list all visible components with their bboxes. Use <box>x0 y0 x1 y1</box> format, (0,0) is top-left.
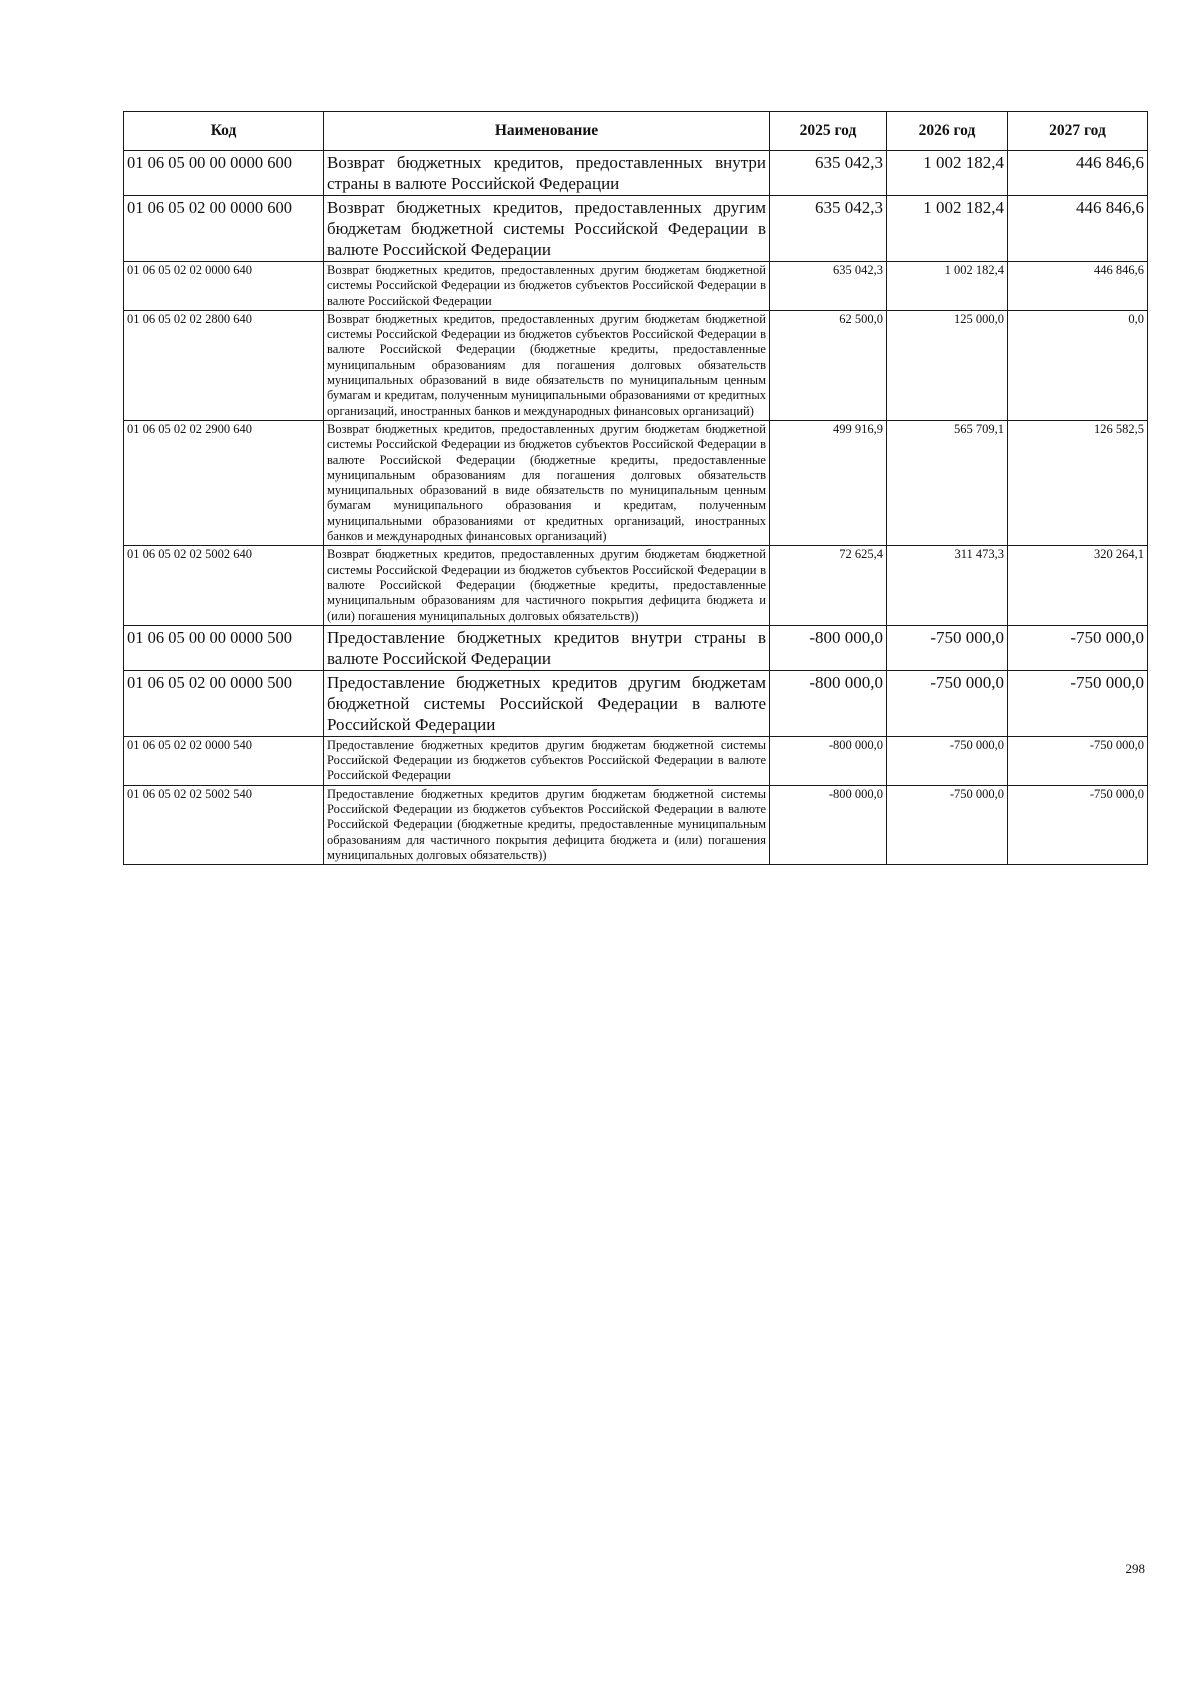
name-cell: Возврат бюджетных кредитов, предоставленных другим бюджетам бюджетной системы Российской Федерации в валюте Российской Федерации <box>324 196 770 262</box>
table-row <box>124 310 1148 420</box>
value-2027-cell: -750 000,0 <box>1008 625 1148 670</box>
value-2026-cell: 125 000,0 <box>887 310 1008 420</box>
value-2025-cell: 62 500,0 <box>770 310 887 420</box>
value-2025-cell: 499 916,9 <box>770 420 887 545</box>
name-cell: Возврат бюджетных кредитов, предоставленных другим бюджетам бюджетной системы Российской Федерации из бюджетов субъектов Российской Федерации в валюте Российской Федерации (бюджетные кредиты, предоставленные муниципальным образованиям для погашения долговых обязательств муниципальных образований в виде обязательств по муниципальным ценным бумагам муниципального образования и кредитам, полученным муниципальными образованиями от кредитных организаций, иностранных банков и международных финансовых организаций) <box>324 420 770 545</box>
code-cell: 01 06 05 02 02 0000 640 <box>124 262 324 311</box>
value-2025-cell: -800 000,0 <box>770 625 887 670</box>
value-2025-cell: 635 042,3 <box>770 262 887 311</box>
code-cell: 01 06 05 00 00 0000 600 <box>124 151 324 196</box>
header-2025: 2025 год <box>770 112 887 151</box>
value-2026-cell: 1 002 182,4 <box>887 196 1008 262</box>
value-2027-cell: -750 000,0 <box>1008 785 1148 864</box>
name-cell: Предоставление бюджетных кредитов другим бюджетам бюджетной системы Российской Федерации из бюджетов субъектов Российской Федерации в валюте Российской Федерации <box>324 736 770 785</box>
table-header-row <box>124 112 1148 151</box>
page-number: 298 <box>1125 1561 1145 1576</box>
value-2025-cell: 635 042,3 <box>770 151 887 196</box>
table-row <box>124 625 1148 670</box>
table-row <box>124 546 1148 625</box>
value-2026-cell: 311 473,3 <box>887 546 1008 625</box>
code-cell: 01 06 05 02 00 0000 500 <box>124 670 324 736</box>
header-code: Код <box>124 112 324 151</box>
value-2027-cell: 446 846,6 <box>1008 262 1148 311</box>
name-cell: Предоставление бюджетных кредитов внутри страны в валюте Российской Федерации <box>324 625 770 670</box>
name-cell: Возврат бюджетных кредитов, предоставленных другим бюджетам бюджетной системы Российской Федерации из бюджетов субъектов Российской Федерации в валюте Российской Федерации (бюджетные кредиты, предоставленные муниципальным образованиям для частичного покрытия дефицита бюджета и (или) погашения муниципальных долговых обязательств)) <box>324 546 770 625</box>
table-row <box>124 420 1148 545</box>
code-cell: 01 06 05 02 00 0000 600 <box>124 196 324 262</box>
code-cell: 01 06 05 00 00 0000 500 <box>124 625 324 670</box>
name-cell: Возврат бюджетных кредитов, предоставленных внутри страны в валюте Российской Федерации <box>324 151 770 196</box>
value-2027-cell: 446 846,6 <box>1008 151 1148 196</box>
table-row <box>124 262 1148 311</box>
value-2026-cell: 1 002 182,4 <box>887 151 1008 196</box>
table-body <box>124 151 1148 865</box>
header-name: Наименование <box>324 112 770 151</box>
name-cell: Предоставление бюджетных кредитов другим бюджетам бюджетной системы Российской Федерации в валюте Российской Федерации <box>324 670 770 736</box>
name-cell: Возврат бюджетных кредитов, предоставленных другим бюджетам бюджетной системы Российской Федерации из бюджетов субъектов Российской Федерации в валюте Российской Федерации (бюджетные кредиты, предоставленные муниципальным образованиям для погашения долговых обязательств муниципальных образований в виде обязательств по муниципальным ценным бумагам и кредитам, полученным муниципальными образованиями от кредитных организаций, иностранных банков и международных финансовых организаций) <box>324 310 770 420</box>
table-row <box>124 196 1148 262</box>
value-2027-cell: 126 582,5 <box>1008 420 1148 545</box>
value-2027-cell: 320 264,1 <box>1008 546 1148 625</box>
value-2025-cell: 72 625,4 <box>770 546 887 625</box>
code-cell: 01 06 05 02 02 2800 640 <box>124 310 324 420</box>
table-row <box>124 151 1148 196</box>
value-2025-cell: -800 000,0 <box>770 785 887 864</box>
code-cell: 01 06 05 02 02 5002 640 <box>124 546 324 625</box>
value-2027-cell: -750 000,0 <box>1008 670 1148 736</box>
value-2025-cell: 635 042,3 <box>770 196 887 262</box>
value-2027-cell: -750 000,0 <box>1008 736 1148 785</box>
name-cell: Возврат бюджетных кредитов, предоставленных другим бюджетам бюджетной системы Российской Федерации из бюджетов субъектов Российской Федерации в валюте Российской Федерации <box>324 262 770 311</box>
value-2027-cell: 0,0 <box>1008 310 1148 420</box>
code-cell: 01 06 05 02 02 2900 640 <box>124 420 324 545</box>
name-cell: Предоставление бюджетных кредитов другим бюджетам бюджетной системы Российской Федерации из бюджетов субъектов Российской Федерации в валюте Российской Федерации (бюджетные кредиты, предоставленные муниципальным образованиям для частичного покрытия дефицита бюджета и (или) погашения муниципальных долговых обязательств)) <box>324 785 770 864</box>
value-2026-cell: -750 000,0 <box>887 670 1008 736</box>
code-cell: 01 06 05 02 02 0000 540 <box>124 736 324 785</box>
table-row <box>124 670 1148 736</box>
value-2026-cell: -750 000,0 <box>887 785 1008 864</box>
value-2025-cell: -800 000,0 <box>770 670 887 736</box>
table-row <box>124 736 1148 785</box>
value-2026-cell: -750 000,0 <box>887 625 1008 670</box>
value-2026-cell: 1 002 182,4 <box>887 262 1008 311</box>
value-2027-cell: 446 846,6 <box>1008 196 1148 262</box>
budget-sources-table <box>123 111 1148 865</box>
header-2026: 2026 год <box>887 112 1008 151</box>
value-2026-cell: 565 709,1 <box>887 420 1008 545</box>
code-cell: 01 06 05 02 02 5002 540 <box>124 785 324 864</box>
header-2027: 2027 год <box>1008 112 1148 151</box>
table-row <box>124 785 1148 864</box>
value-2026-cell: -750 000,0 <box>887 736 1008 785</box>
value-2025-cell: -800 000,0 <box>770 736 887 785</box>
